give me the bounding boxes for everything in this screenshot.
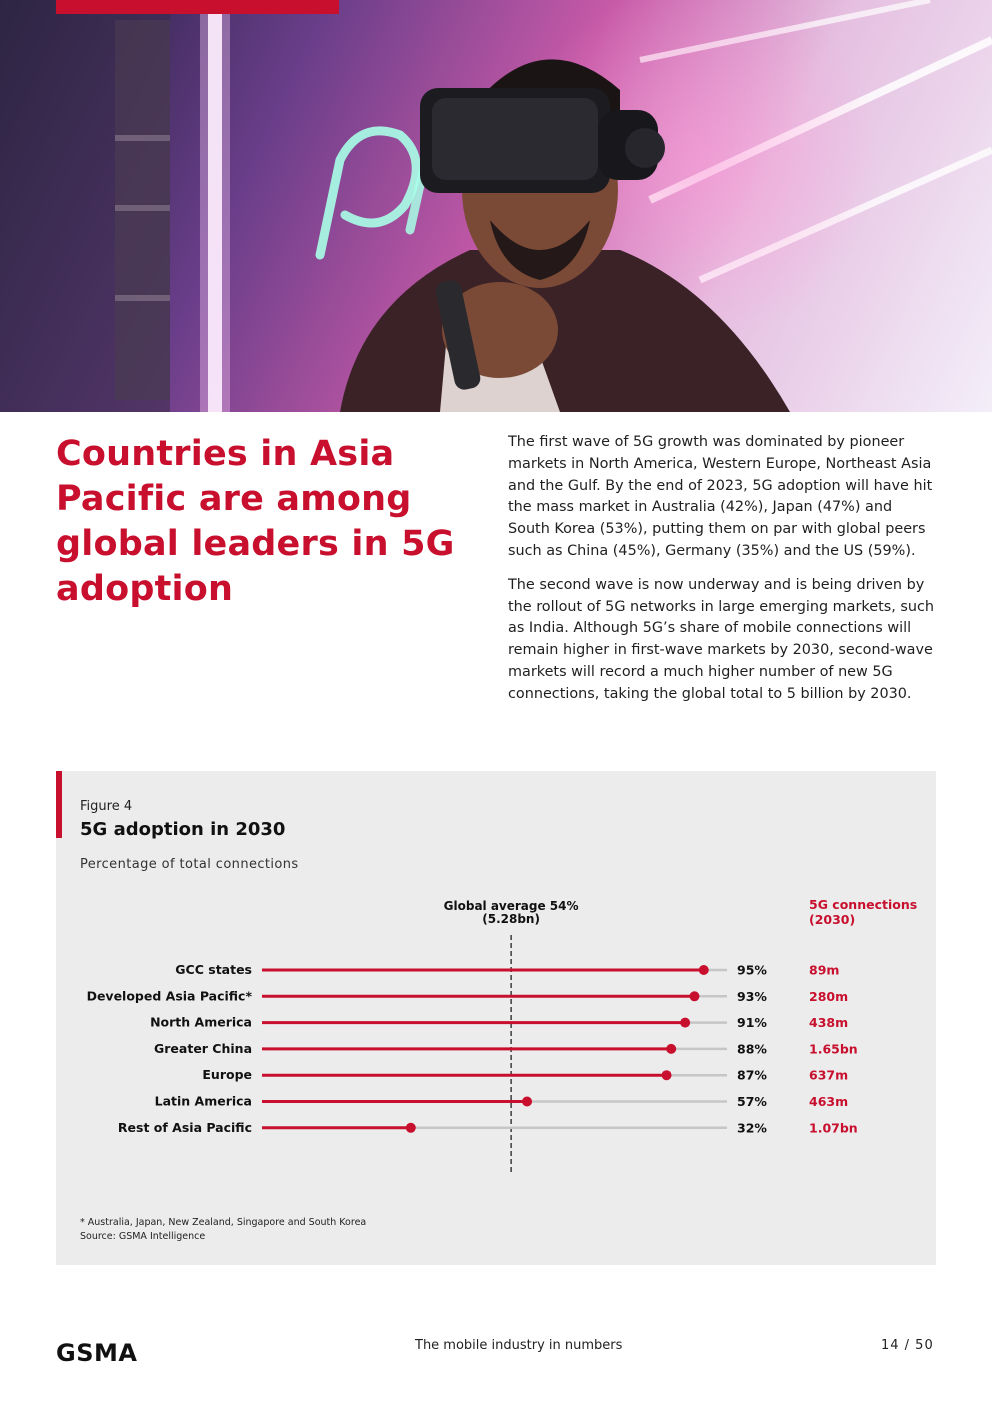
adoption-lollipop-chart	[56, 771, 936, 1265]
page-number: 14 / 50	[881, 1338, 934, 1353]
hero-illustration	[0, 0, 992, 412]
bar-dot	[680, 1018, 690, 1028]
bar-dot	[662, 1070, 672, 1080]
value-label: 95%	[737, 962, 767, 978]
connections-label: 637m	[809, 1067, 849, 1083]
reference-label-line1: Global average 54%	[443, 899, 579, 913]
category-label: Developed Asia Pacific*	[86, 988, 252, 1004]
figure-number: Figure 4	[80, 799, 133, 814]
chart-row	[118, 1120, 858, 1136]
chart-row	[175, 962, 839, 978]
chart-row	[150, 1015, 848, 1031]
footer-title: The mobile industry in numbers	[415, 1338, 623, 1353]
svg-text:GSMA: GSMA	[56, 1340, 138, 1364]
category-label: North America	[150, 1014, 252, 1030]
category-label: Latin America	[154, 1093, 252, 1109]
connections-label: 438m	[809, 1015, 849, 1031]
page-headline: Countries in Asia Pacific are among global leaders in 5G adoption	[56, 434, 455, 609]
category-label: Rest of Asia Pacific	[117, 1119, 252, 1135]
paragraph-2: The second wave is now underway and is being driven by the rollout of 5G networks in large emerging markets, such as India. Although 5G’s share of mobile connections will remain higher in first-wave markets by 2030, second-wave markets will record a much higher number of new 5G connections, taking the global total to 5 billion by 2030.	[508, 576, 935, 702]
category-label: Europe	[202, 1067, 252, 1083]
gsma-logo	[56, 1340, 180, 1364]
value-label: 88%	[737, 1041, 767, 1057]
connections-label: 280m	[809, 988, 849, 1004]
body-text	[508, 432, 938, 718]
figure-subtitle: Percentage of total connections	[80, 857, 299, 872]
figure-footnote: * Australia, Japan, New Zealand, Singapore and South Korea	[80, 1217, 367, 1228]
paragraph-1: The first wave of 5G growth was dominated by pioneer markets in North America, Western Europe, Northeast Asia and the Gulf. By the end of 2023, 5G adoption will have hit the mass market in Australia (42%), Japan (47%) and South Korea (53%), putting them on par with global peers such as China (45%), Germany (35%) and the US (59%).	[508, 434, 933, 559]
bar-dot	[666, 1044, 676, 1054]
value-label: 32%	[737, 1120, 767, 1136]
hero-photo	[0, 0, 992, 412]
figure-title: 5G adoption in 2030	[80, 819, 286, 840]
connections-header-line1: 5G connections	[809, 897, 918, 912]
connections-label: 463m	[809, 1094, 849, 1109]
category-label: Greater China	[154, 1040, 252, 1056]
bar-dot	[699, 965, 709, 975]
value-label: 57%	[737, 1094, 767, 1109]
bar-dot	[522, 1097, 532, 1107]
connections-label: 1.07bn	[809, 1120, 858, 1136]
reference-label-line2: (5.28bn)	[482, 912, 540, 926]
chart-row	[202, 1067, 848, 1083]
connections-label: 1.65bn	[809, 1041, 858, 1057]
figure-source: Source: GSMA Intelligence	[80, 1231, 206, 1242]
bar-dot	[689, 991, 699, 1001]
figure-panel	[56, 771, 936, 1265]
value-label: 93%	[737, 988, 767, 1004]
bar-dot	[406, 1123, 416, 1133]
chart-row	[87, 988, 849, 1004]
chart-row	[154, 1041, 858, 1057]
chart-row	[155, 1094, 849, 1110]
category-label: GCC states	[175, 962, 252, 977]
value-label: 87%	[737, 1067, 767, 1083]
connections-label: 89m	[809, 962, 840, 978]
value-label: 91%	[737, 1015, 767, 1031]
connections-header-line2: (2030)	[809, 912, 856, 927]
accent-bar	[56, 0, 339, 14]
